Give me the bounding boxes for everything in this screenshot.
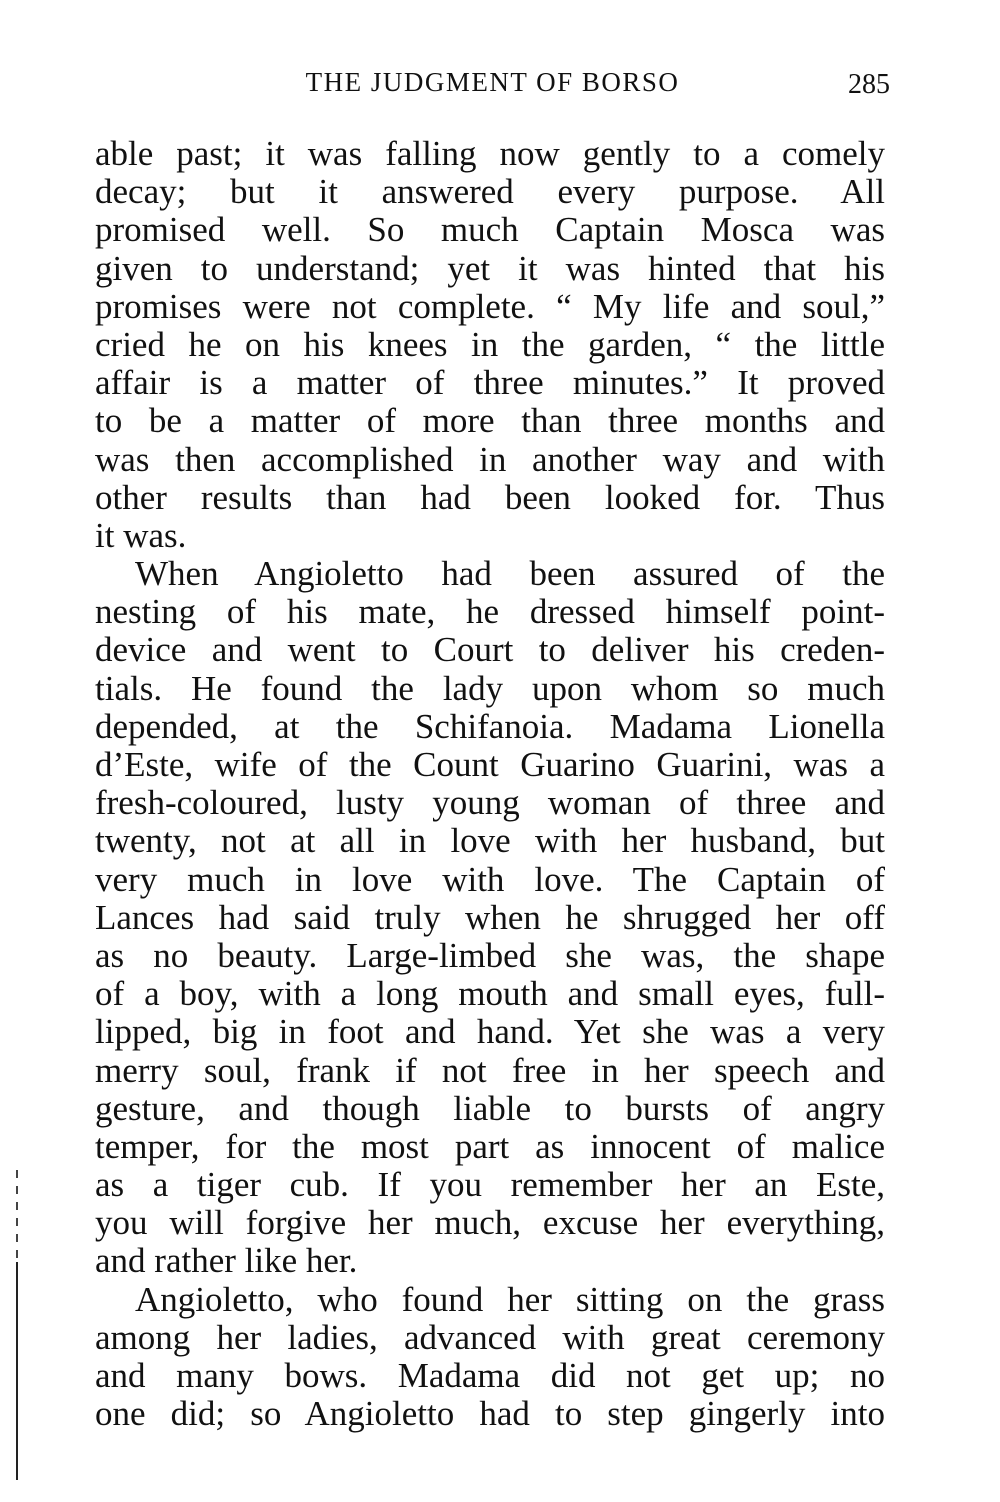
text-line: of a boy, with a long mouth and small eyes, full- [95,975,885,1014]
text-line: merry soul, frank if not free in her speech and [95,1051,885,1090]
text-line: cried he on his knees in the garden, “ the little [95,325,885,364]
text-line: promised well. So much Captain Mosca was [95,211,885,250]
paragraph-start-line: When Angioletto had been assured of the [135,555,885,594]
running-title: THE JUDGMENT OF BORSO [305,67,680,97]
text-line: you will forgive her much, excuse her everything, [95,1204,885,1243]
text-line: fresh-coloured, lusty young woman of three and [95,784,885,823]
text-line: temper, for the most part as innocent of malice [95,1127,885,1166]
text-line: other results than had been looked for. Thus [95,478,885,517]
text-line: given to understand; yet it was hinted that his [95,249,885,288]
text-line: one did; so Angioletto had to step gingerly into [95,1395,885,1434]
text-line: able past; it was falling now gently to a comely [95,135,885,173]
margin-rule [16,1262,18,1480]
text-line: twenty, not at all in love with her husband, but [95,822,885,861]
margin-mark-faint [16,1170,18,1265]
text-line: gesture, and though liable to bursts of angry [95,1089,885,1128]
text-line: as a tiger cub. If you remember her an Este, [95,1166,885,1205]
page-header [95,62,890,102]
text-line: depended, at the Schifanoia. Madama Lionella [95,707,885,746]
paragraph-start-line: Angioletto, who found her sitting on the grass [135,1280,885,1319]
text-line: affair is a matter of three minutes.” It proved [95,364,885,403]
text-line: Lances had said truly when he shrugged her off [95,898,885,937]
text-line: tials. He found the lady upon whom so much [95,669,885,708]
text-line: among her ladies, advanced with great ceremony [95,1318,885,1357]
text-line: decay; but it answered every purpose. All [95,173,885,212]
text-line: device and went to Court to deliver his creden- [95,631,885,670]
text-line: to be a matter of more than three months and [95,402,885,441]
text-line: it was. [95,516,187,555]
text-line: and rather like her. [95,1242,358,1281]
page-number: 285 [848,69,890,100]
text-line: lipped, big in foot and hand. Yet she was a very [95,1013,885,1052]
body-text [95,135,885,1433]
text-line: d’Este, wife of the Count Guarino Guarini, was a [95,746,885,784]
text-line: as no beauty. Large-limbed she was, the shape [95,936,885,975]
text-line: and many bows. Madama did not get up; no [95,1357,885,1395]
text-line: was then accomplished in another way and with [95,440,885,479]
text-line: promises were not complete. “ My life and soul,” [95,287,885,326]
text-line: very much in love with love. The Captain of [95,860,885,899]
text-line: nesting of his mate, he dressed himself point- [95,593,885,632]
